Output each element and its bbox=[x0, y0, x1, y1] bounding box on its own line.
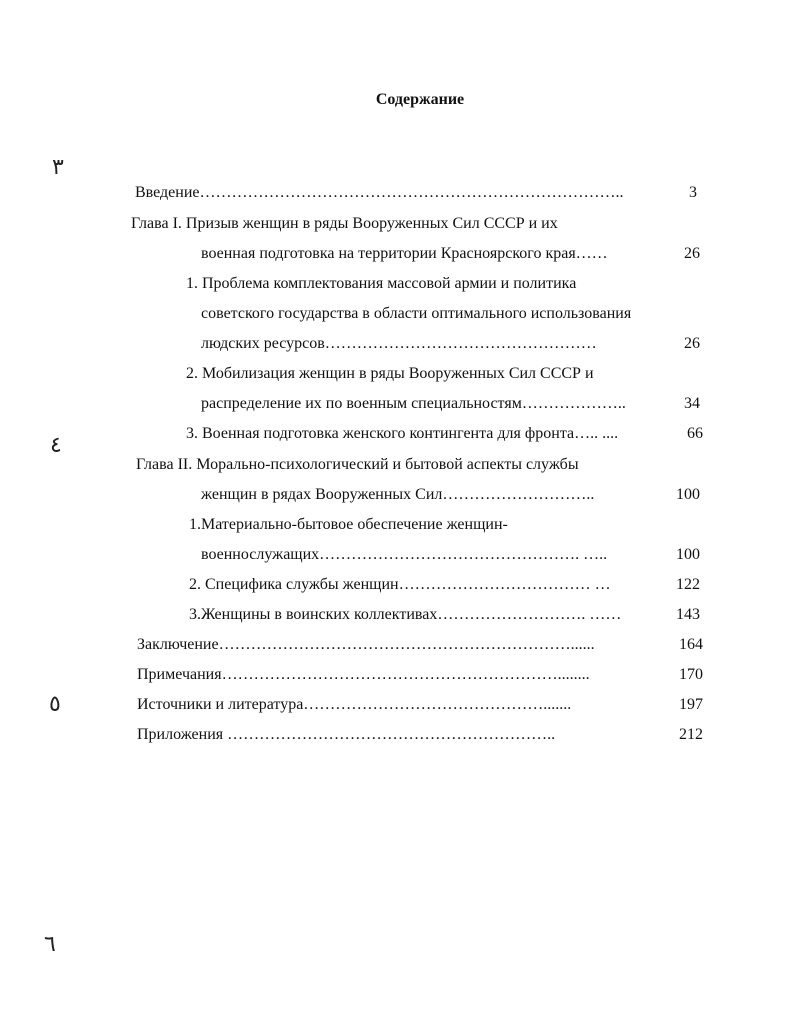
toc-entry-1-2-cont: распределение их по военным специальностям……………….. bbox=[201, 395, 626, 412]
toc-entry-1-3: 3. Военная подготовка женского контингента для фронта….. .... bbox=[186, 425, 619, 442]
toc-page-1-3: 66 bbox=[687, 425, 703, 442]
toc-entry-conclusion: Заключение…………………………………………………………...... bbox=[137, 636, 595, 653]
toc-entry-1-1: 1. Проблема комплектования массовой армии и политика bbox=[186, 275, 577, 292]
toc-entry-chapter2-cont: женщин в рядах Вооруженных Сил……………………….. bbox=[201, 486, 595, 503]
toc-entry-chapter2: Глава II. Морально-психологический и бытовой аспекты службы bbox=[136, 456, 579, 473]
page-title: Содержание bbox=[375, 91, 465, 108]
toc-entry-2-1: 1.Материально-бытовое обеспечение женщин- bbox=[189, 516, 508, 533]
toc-entry-2-3: 3.Женщины в воинских коллективах………………………. …… bbox=[189, 606, 622, 623]
toc-page-conclusion: 164 bbox=[679, 636, 703, 653]
toc-entry-intro: Введение…………………………………………………………………….. bbox=[135, 184, 624, 201]
toc-entry-1-2: 2. Мобилизация женщин в ряды Вооруженных Сил СССР и bbox=[186, 365, 594, 382]
margin-mark-2: ٤ bbox=[50, 433, 62, 458]
toc-page-chapter1: 26 bbox=[684, 245, 700, 262]
toc-entry-sources: Источники и литература………………………………………....... bbox=[137, 696, 572, 713]
toc-page-2-3: 143 bbox=[676, 606, 700, 623]
margin-mark-4: ٦ bbox=[44, 932, 56, 957]
toc-page-2-1: 100 bbox=[676, 546, 700, 563]
toc-entry-2-1-cont: военнослужащих…………………………………………. ….. bbox=[201, 546, 608, 563]
toc-entry-1-1-cont: советского государства в области оптимального использования bbox=[201, 305, 632, 322]
margin-mark-1: ٣ bbox=[52, 155, 64, 180]
toc-page-intro: 3 bbox=[689, 184, 697, 201]
toc-entry-2-2: 2. Специфика службы женщин……………………………… … bbox=[189, 576, 611, 593]
toc-page-2-2: 122 bbox=[676, 576, 700, 593]
toc-page-1-1: 26 bbox=[684, 335, 700, 352]
toc-page-chapter2: 100 bbox=[676, 486, 700, 503]
toc-page-notes: 170 bbox=[679, 666, 703, 683]
margin-mark-3: ٥ bbox=[49, 692, 61, 717]
toc-entry-1-1-cont2: людских ресурсов…………………………………………… bbox=[201, 335, 597, 352]
toc-entry-chapter1-cont: военная подготовка на территории Красноярского края…… bbox=[201, 245, 608, 262]
toc-page-appendices: 212 bbox=[679, 726, 703, 743]
toc-entry-appendices: Приложения …………………………………………………….. bbox=[137, 726, 556, 743]
toc-entry-notes: Примечания………………………………………………………........ bbox=[137, 666, 590, 683]
toc-entry-chapter1: Глава I. Призыв женщин в ряды Вооруженных Сил СССР и их bbox=[131, 215, 558, 232]
toc-page-1-2: 34 bbox=[684, 395, 700, 412]
toc-page-sources: 197 bbox=[679, 696, 703, 713]
